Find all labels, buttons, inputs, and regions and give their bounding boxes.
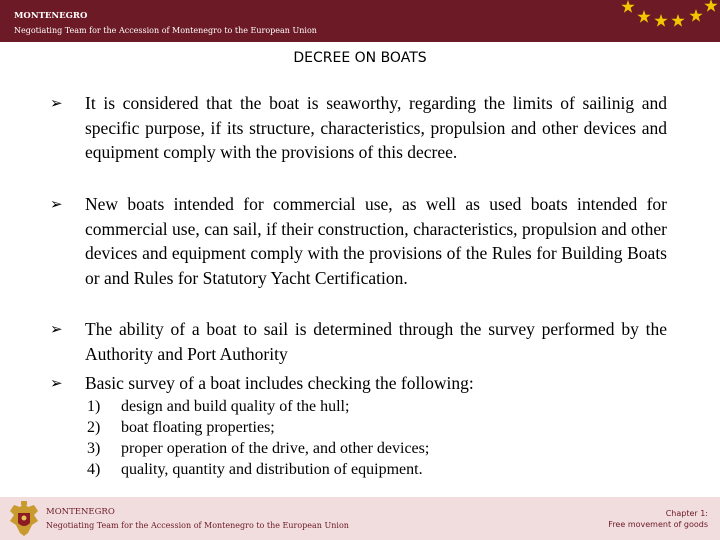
- sub-item-number: 4): [87, 461, 101, 478]
- sub-item-text: boat floating properties;: [121, 419, 275, 436]
- coat-of-arms-icon: [4, 499, 44, 539]
- chapter-name: Free movement of goods: [608, 520, 708, 529]
- arrow-bullet-icon: ➢: [50, 374, 63, 392]
- header-team: Negotiating Team for the Accession of Montenegro to the European Union: [14, 26, 317, 35]
- sub-item-text: design and build quality of the hull;: [121, 398, 350, 415]
- sub-list-item: [87, 418, 275, 439]
- sub-list-item: [87, 439, 429, 460]
- eu-stars-icon: [612, 0, 720, 42]
- chapter-number: Chapter 1:: [665, 509, 708, 518]
- page-title: DECREE ON BOATS: [293, 50, 427, 66]
- sub-list-item: [87, 397, 349, 418]
- header-country: MONTENEGRO: [14, 11, 88, 21]
- arrow-bullet-icon: ➢: [50, 195, 63, 213]
- sub-item-number: 1): [87, 398, 101, 415]
- sub-item-text: quality, quantity and distribution of equipment.: [121, 461, 423, 478]
- header-bar: [0, 0, 720, 42]
- arrow-bullet-icon: ➢: [50, 94, 63, 112]
- bullet-text: It is considered that the boat is seaworthy, regarding the limits of sailinig and specific purpose, if its structure, characteristics, propulsion and other devices and equipment comply with the provisions of this decree.: [85, 93, 667, 163]
- footer-team: Negotiating Team for the Accession of Montenegro to the European Union: [46, 521, 349, 530]
- chapter-label: [568, 509, 708, 529]
- footer-bar: [0, 497, 720, 540]
- bullet-text: New boats intended for commercial use, as well as used boats intended for commercial use, can sail, if their construction, characteristics, propulsion and other devices and equipment comply with the provisions of the Rules for Building Boats or and Rules for Statutory Yacht Certification.: [85, 194, 667, 288]
- sub-item-text: proper operation of the drive, and other devices;: [121, 440, 430, 457]
- sub-item-number: 2): [87, 419, 101, 436]
- bullet-text: Basic survey of a boat includes checking the following:: [85, 373, 474, 393]
- sub-list-item: [87, 460, 423, 481]
- footer-country: MONTENEGRO: [46, 507, 115, 517]
- bullet-text: The ability of a boat to sail is determined through the survey performed by the Authority and Port Authority: [85, 319, 667, 364]
- arrow-bullet-icon: ➢: [50, 320, 63, 338]
- sub-item-number: 3): [87, 440, 101, 457]
